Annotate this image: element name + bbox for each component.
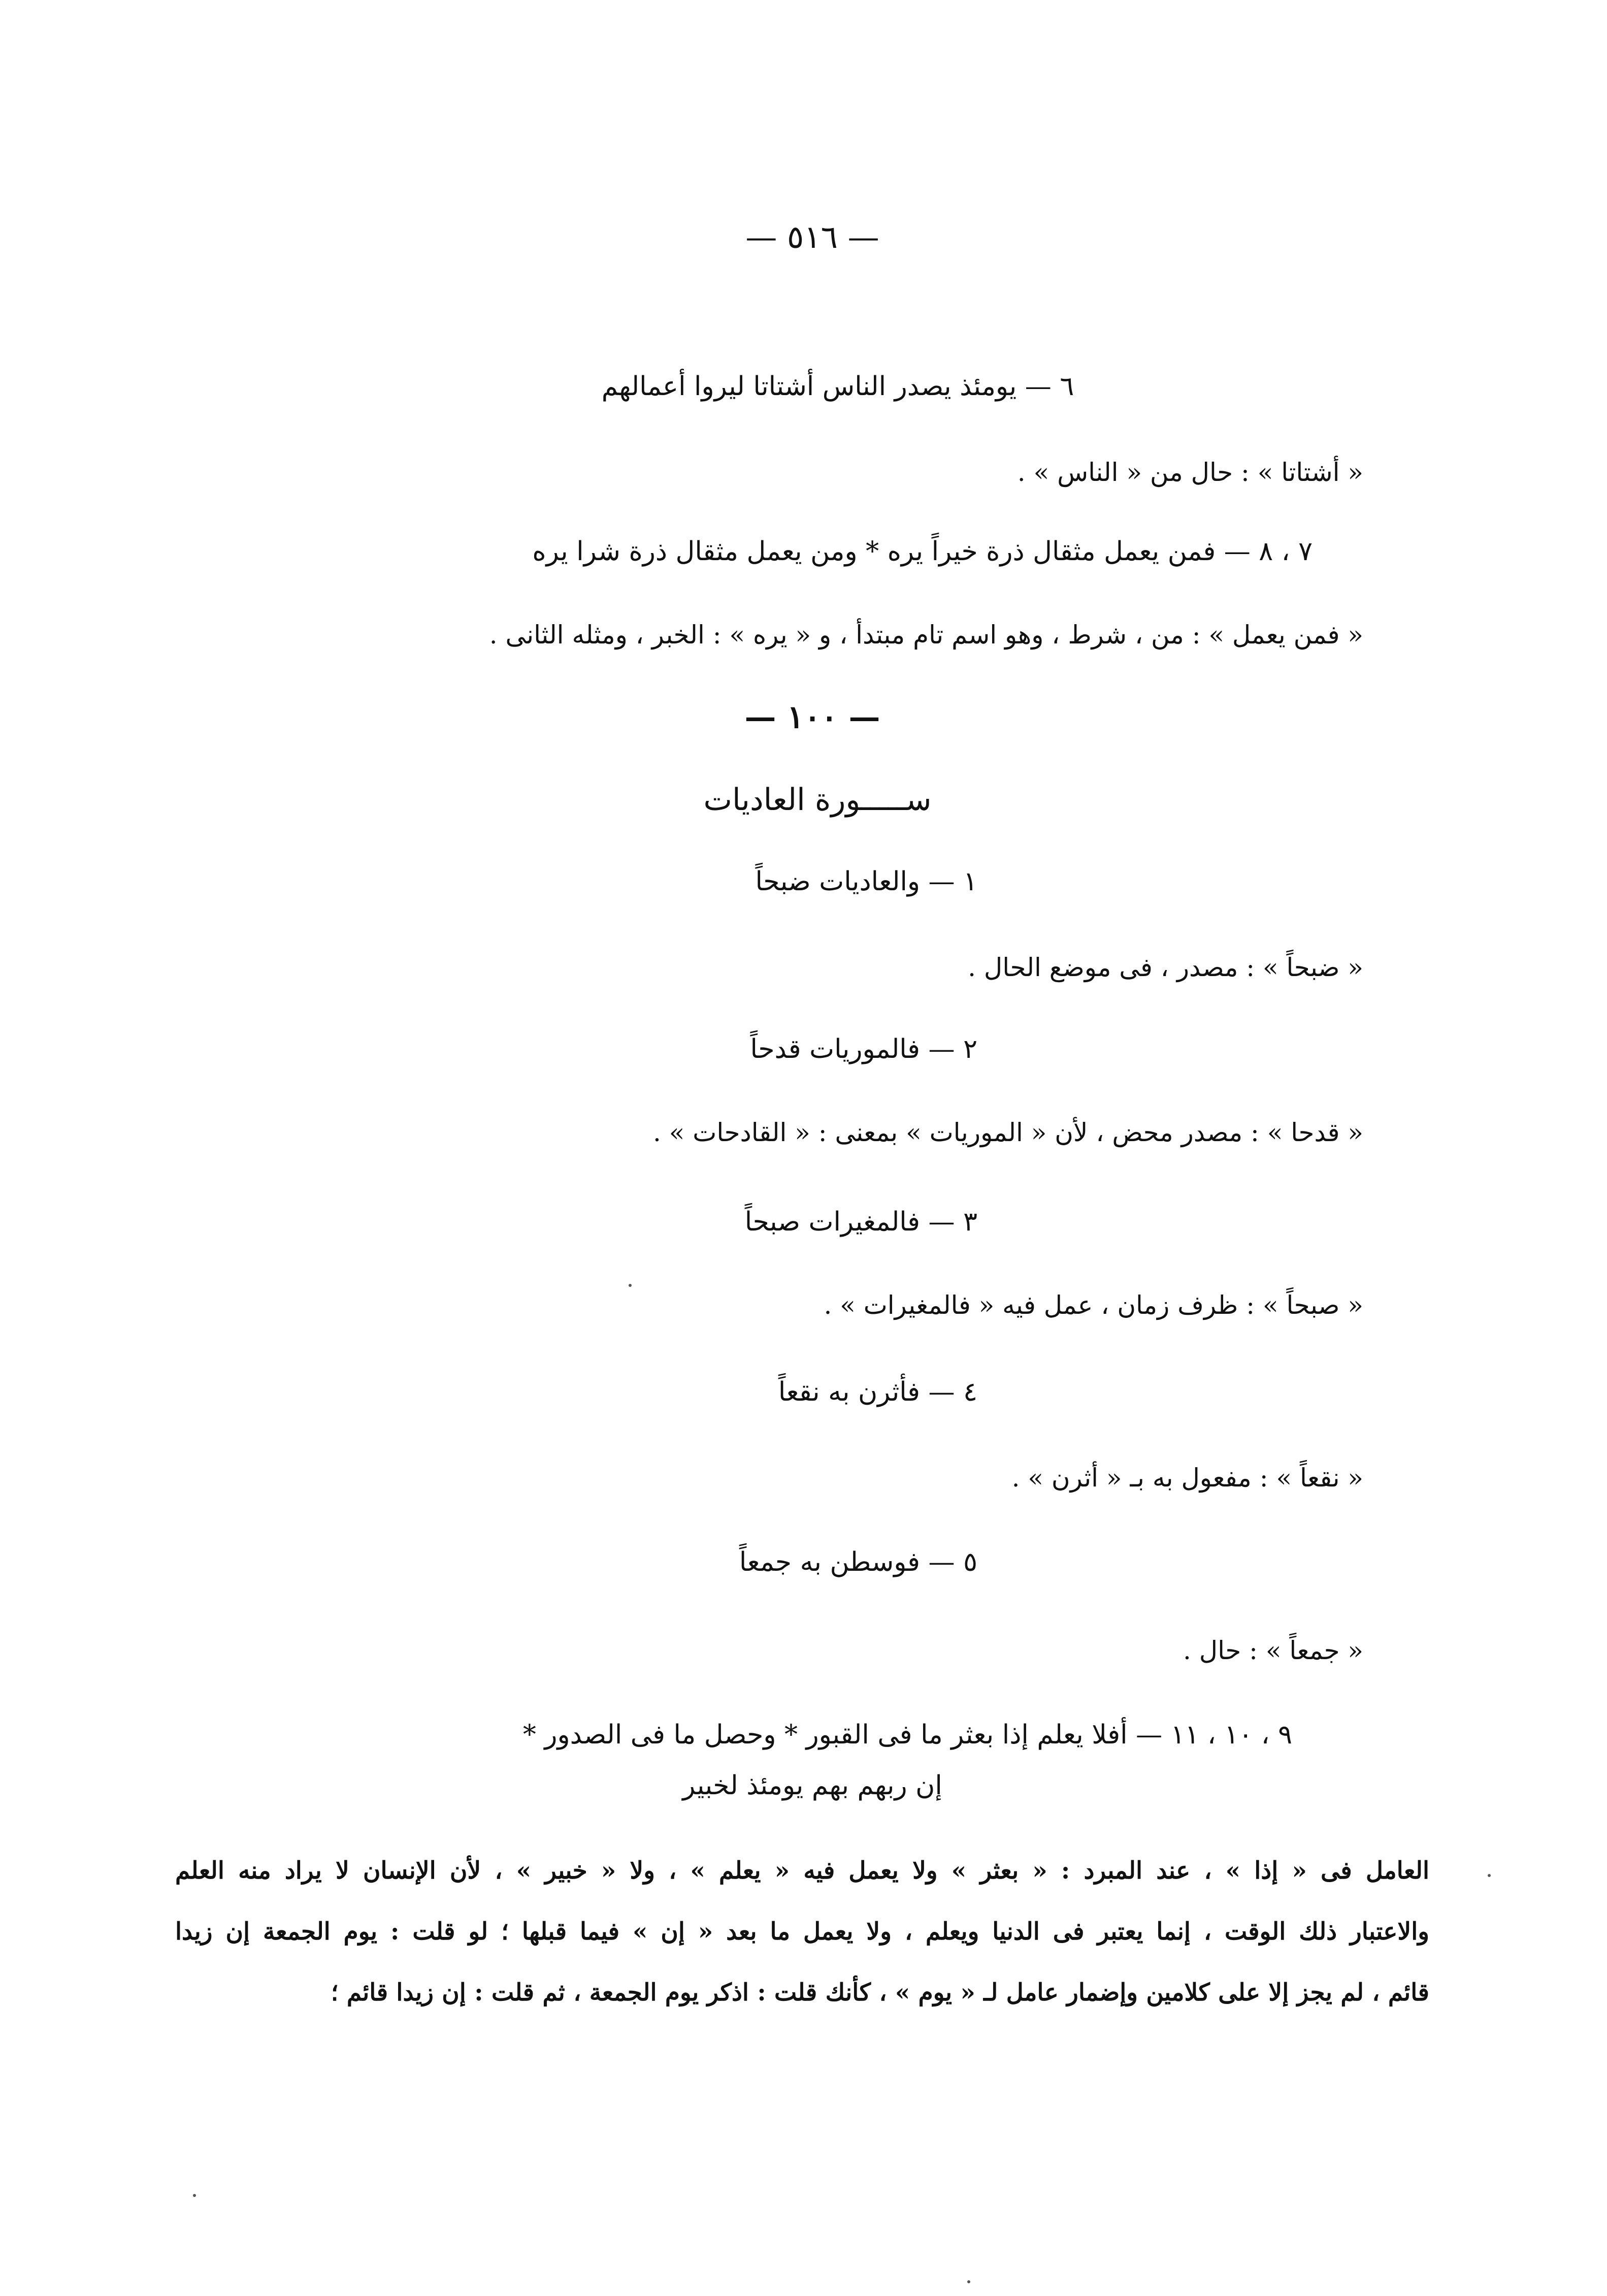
scan-speck — [629, 1284, 632, 1287]
verse-line: ٧ ، ٨ — فمن يعمل مثقال ذرة خيراً يره * ومن يعمل مثقال ذرة شرا يره — [532, 536, 1313, 567]
commentary-line: العامل فى « إذا » ، عند المبرد : « بعثر » ولا يعمل فيه « يعلم » ، ولا « خبير » ، لأن الإنسان لا يراد منه العلم — [175, 1857, 1429, 1885]
note-line: « صبحاً » : ظرف زمان ، عمل فيه « فالمغيرات » . — [824, 1290, 1363, 1320]
note-line: « أشتاتا » : حال من « الناس » . — [1017, 458, 1363, 487]
page-number: — ٥١٦ — — [745, 218, 879, 255]
verse-line: إن ربهم بهم يومئذ لخبير — [682, 1770, 942, 1801]
verse-line: ٤ — فأثرن به نقعاً — [778, 1377, 977, 1407]
verse-line: ٢ — فالموريات قدحاً — [750, 1034, 977, 1064]
surah-title: ســـــورة العاديات — [703, 782, 932, 818]
commentary-line: قائم ، لم يجز إلا على كلامين وإضمار عامل لـ « يوم » ، كأنك قلت : اذكر يوم الجمعة ، ثم قلت : إن زيدا قائم ؛ — [331, 1979, 1429, 2007]
verse-line: ٣ — فالمغيرات صبحاً — [744, 1207, 977, 1237]
verse-line: ٦ — يومئذ يصدر الناس أشتاتا ليروا أعمالهم — [601, 371, 1074, 402]
scan-speck — [193, 2194, 196, 2197]
verse-line: ١ — والعاديات ضبحاً — [755, 866, 977, 897]
verse-line: ٥ — فوسطن به جمعاً — [739, 1547, 977, 1577]
scan-speck — [967, 2280, 970, 2283]
commentary-line: والاعتبار ذلك الوقت ، إنما يعتبر فى الدنيا ويعلم ، ولا يعمل ما بعد « إن » فيما قبلها ؛ لو قلت : يوم الجمعة إن زيدا — [175, 1918, 1429, 1946]
section-number: — ١٠٠ — — [744, 698, 880, 735]
note-line: « قدحا » : مصدر محض ، لأن « الموريات » بمعنى : « القادحات » . — [653, 1118, 1363, 1147]
note-line: « فمن يعمل » : من ، شرط ، وهو اسم تام مبتدأ ، و « يره » : الخبر ، ومثله الثانى . — [489, 620, 1363, 650]
scan-speck — [1488, 1874, 1491, 1877]
verse-line: ٩ ، ١٠ ، ١١ — أفلا يعلم إذا بعثر ما فى القبور * وحصل ما فى الصدور * — [522, 1720, 1292, 1750]
note-line: « نقعاً » : مفعول به بـ « أثرن » . — [1011, 1463, 1363, 1493]
note-line: « جمعاً » : حال . — [1183, 1636, 1363, 1665]
note-line: « ضبحاً » : مصدر ، فى موضع الحال . — [968, 953, 1363, 982]
